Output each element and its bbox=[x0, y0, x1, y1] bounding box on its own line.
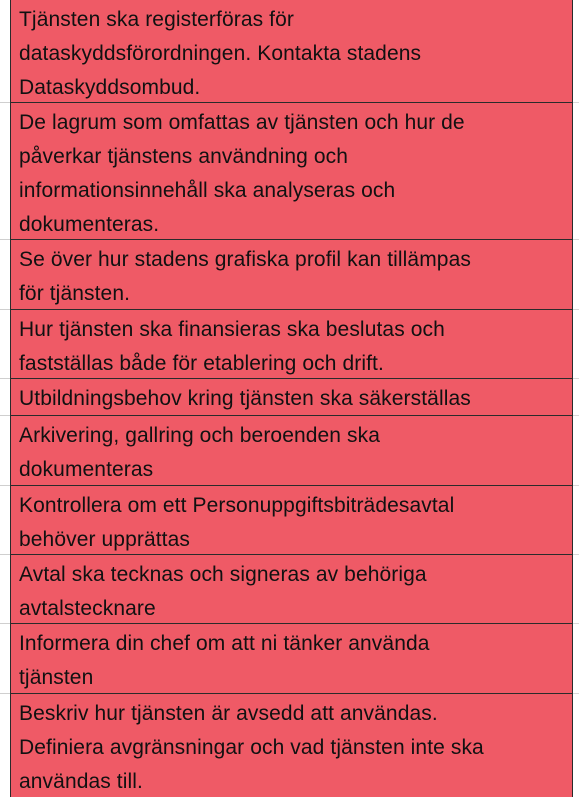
gridline-tick bbox=[573, 485, 579, 486]
gridline-tick bbox=[573, 415, 579, 416]
gridline-tick bbox=[0, 554, 10, 555]
cell-text: Avtal ska tecknas och signeras av behöriga avtalstecknare bbox=[19, 563, 427, 620]
gridline-tick bbox=[573, 309, 579, 310]
gridline-tick bbox=[0, 623, 10, 624]
table-row[interactable] bbox=[11, 310, 572, 379]
table-row[interactable] bbox=[11, 416, 572, 486]
gridline-tick bbox=[573, 623, 579, 624]
cell-text: Informera din chef om att ni tänker använda tjänsten bbox=[19, 632, 430, 689]
gridline-tick bbox=[573, 693, 579, 694]
table-row[interactable] bbox=[11, 240, 572, 310]
cell-text: Tjänsten ska registerföras för dataskyddsförordningen. Kontakta stadens Dataskyddsombud. bbox=[19, 8, 422, 99]
gridline-tick bbox=[0, 309, 10, 310]
table-row[interactable] bbox=[11, 379, 572, 416]
left-gutter bbox=[0, 0, 10, 797]
table-row[interactable] bbox=[11, 694, 572, 797]
table-row[interactable] bbox=[11, 103, 572, 240]
cell-text: Kontrollera om ett Personuppgiftsbiträdesavtal behöver upprättas bbox=[19, 494, 455, 551]
table-row[interactable] bbox=[11, 624, 572, 694]
cell-text: Arkivering, gallring och beroenden ska dokumenteras bbox=[19, 424, 381, 481]
gridline-tick bbox=[0, 239, 10, 240]
right-gutter bbox=[573, 0, 579, 797]
gridline-tick bbox=[573, 378, 579, 379]
table-row[interactable] bbox=[11, 0, 572, 103]
gridline-tick bbox=[0, 415, 10, 416]
cell-text: Se över hur stadens grafiska profil kan tillämpas för tjänsten. bbox=[19, 248, 471, 305]
gridline-tick bbox=[0, 485, 10, 486]
gridline-tick bbox=[0, 378, 10, 379]
cell-text: De lagrum som omfattas av tjänsten och hur de påverkar tjänstens användning och informationsinnehåll ska analyseras och dokumenteras. bbox=[19, 111, 465, 236]
gridline-tick bbox=[0, 693, 10, 694]
requirements-table bbox=[10, 0, 573, 797]
gridline-tick bbox=[573, 554, 579, 555]
gridline-tick bbox=[0, 102, 10, 103]
table-row[interactable] bbox=[11, 555, 572, 624]
cell-text: Utbildningsbehov kring tjänsten ska säkerställas bbox=[19, 387, 471, 410]
gridline-tick bbox=[573, 239, 579, 240]
gridline-tick bbox=[573, 102, 579, 103]
cell-text: Beskriv hur tjänsten är avsedd att användas. Definiera avgränsningar och vad tjänsten inte ska användas till. bbox=[19, 702, 484, 793]
table-row[interactable] bbox=[11, 486, 572, 555]
cell-text: Hur tjänsten ska finansieras ska beslutas och fastställas både för etablering och drift. bbox=[19, 318, 445, 375]
